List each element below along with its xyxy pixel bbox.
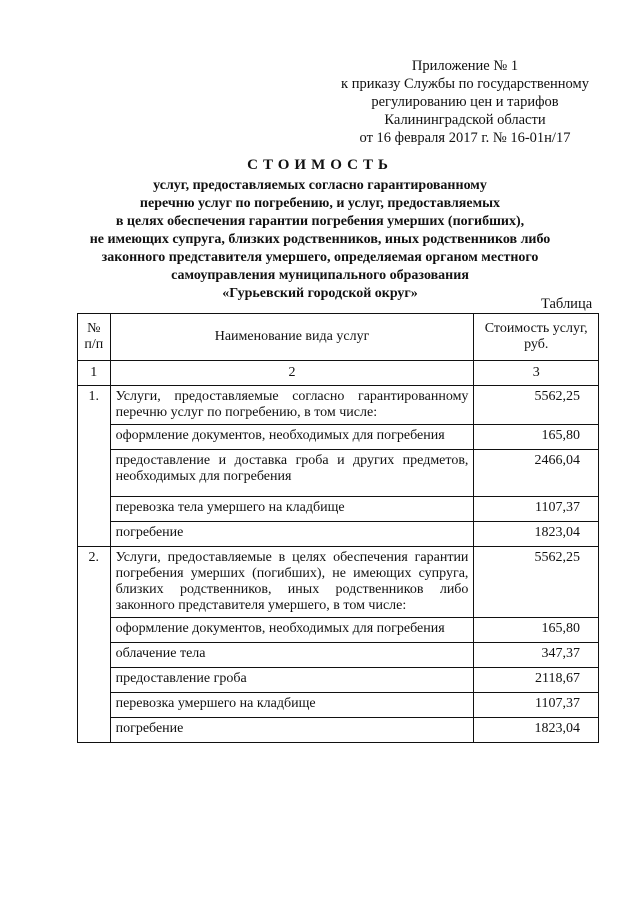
service-cost: 1107,37 — [474, 497, 599, 522]
document-subtitle — [0, 177, 640, 303]
service-cost: 5562,25 — [474, 386, 599, 425]
column-number: 1 — [78, 361, 111, 386]
table-row — [78, 643, 599, 668]
table-row — [78, 693, 599, 718]
service-name: погребение — [110, 718, 474, 743]
subtitle-line: в целях обеспечения гарантии погребения умерших (погибших), — [115, 214, 525, 229]
service-cost: 5562,25 — [474, 547, 599, 618]
service-name: перевозка умершего на кладбище — [110, 693, 474, 718]
table-row — [78, 497, 599, 522]
subtitle-line: не имеющих супруга, близких родственников, иных родственников либо — [89, 232, 551, 247]
service-name: перевозка тела умершего на кладбище — [110, 497, 474, 522]
service-cost: 1823,04 — [474, 718, 599, 743]
service-group-title: Услуги, предоставляемые в целях обеспечения гарантии погребения умерших (погибших), не имеющих супруга, близких родственников, иных родственников либо законного представителя умершего, в том числе: — [110, 547, 474, 618]
appendix-header — [330, 57, 600, 147]
document-title: СТОИМОСТЬ — [247, 157, 393, 173]
service-cost: 347,37 — [474, 643, 599, 668]
cost-table — [77, 313, 599, 743]
header-number: № п/п — [78, 314, 111, 361]
table-label: Таблица — [541, 296, 593, 312]
service-name: оформление документов, необходимых для погребения — [110, 618, 474, 643]
subtitle-line: услуг, предоставляемых согласно гарантированному — [153, 178, 487, 193]
service-cost: 2118,67 — [474, 668, 599, 693]
service-cost: 1823,04 — [474, 522, 599, 547]
table-row — [78, 668, 599, 693]
appendix-line: Калининградской области — [384, 112, 546, 128]
table-row — [78, 386, 599, 425]
row-number: 2. — [78, 547, 111, 743]
subtitle-line: законного представителя умершего, определяемая органом местного — [101, 250, 539, 265]
header-cost: Стоимость услуг, руб. — [474, 314, 599, 361]
subtitle-line: перечню услуг по погребению, и услуг, предоставляемых — [139, 196, 501, 211]
column-number: 3 — [474, 361, 599, 386]
header-service-name: Наименование вида услуг — [110, 314, 474, 361]
table-row — [78, 425, 599, 450]
subtitle-line: «Гурьевский городской округ» — [222, 286, 418, 301]
service-group-title: Услуги, предоставляемые согласно гарантированному перечню услуг по погребению, в том числе: — [110, 386, 474, 425]
appendix-line: к приказу Службы по государственному — [341, 76, 589, 92]
table-header-row — [78, 314, 599, 361]
appendix-line: Приложение № 1 — [411, 58, 519, 74]
row-number: 1. — [78, 386, 111, 547]
service-name: предоставление и доставка гроба и других предметов, необходимых для погребения — [110, 450, 474, 497]
service-name: предоставление гроба — [110, 668, 474, 693]
service-name: погребение — [110, 522, 474, 547]
column-number: 2 — [110, 361, 474, 386]
table-row — [78, 618, 599, 643]
service-name: оформление документов, необходимых для погребения — [110, 425, 474, 450]
subtitle-line: самоуправления муниципального образования — [171, 268, 469, 283]
appendix-line: регулированию цен и тарифов — [371, 94, 559, 110]
column-numbers-row — [78, 361, 599, 386]
appendix-line: от 16 февраля 2017 г. № 16-01н/17 — [359, 130, 571, 146]
service-cost: 1107,37 — [474, 693, 599, 718]
table-row — [78, 522, 599, 547]
table-row — [78, 718, 599, 743]
service-name: облачение тела — [110, 643, 474, 668]
table-row — [78, 450, 599, 497]
service-cost: 165,80 — [474, 618, 599, 643]
table-row — [78, 547, 599, 618]
service-cost: 2466,04 — [474, 450, 599, 497]
service-cost: 165,80 — [474, 425, 599, 450]
